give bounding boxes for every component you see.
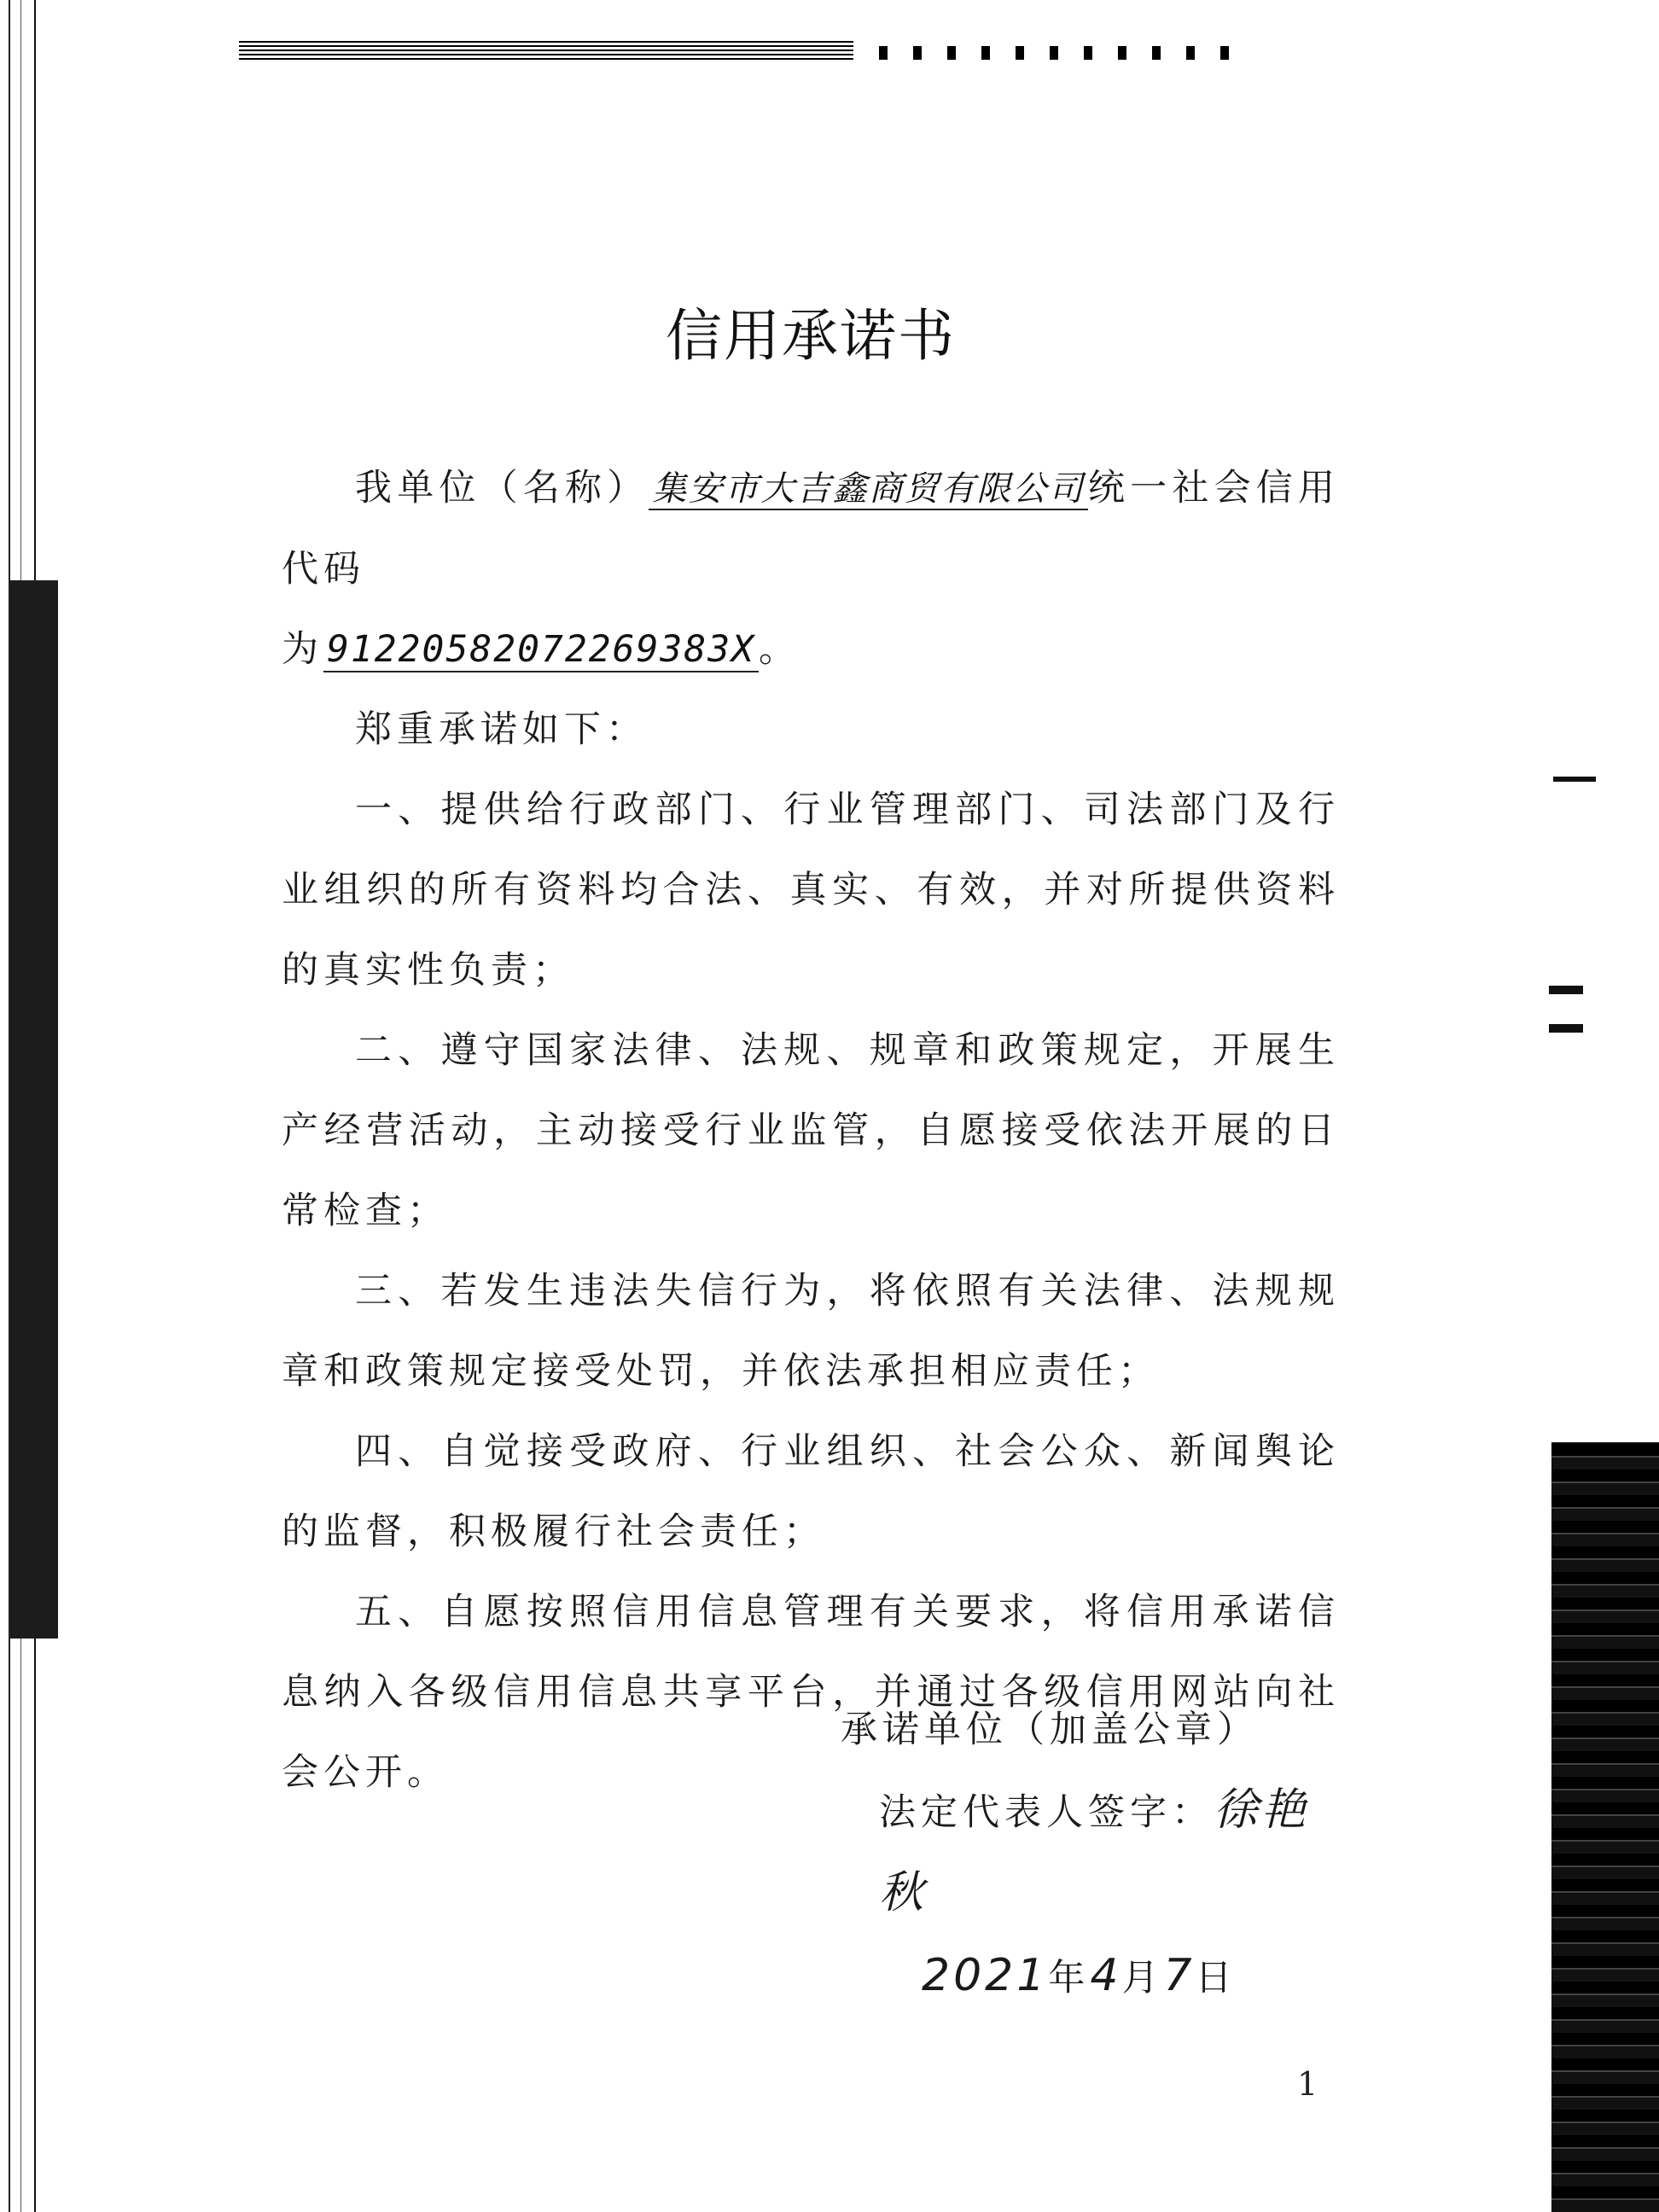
- date-day: 7: [1163, 1950, 1196, 2001]
- lead-line: 郑重承诺如下：: [355, 708, 648, 751]
- commitment-item-3: 三、若发生违法失信行为，将依照有关法律、法规规章和政策规定接受处罚，并依法承担相应责任；: [282, 1270, 1340, 1393]
- commitment-item-2: 二、遵守国家法律、法规、规章和政策规定，开展生产经营活动，主动接受行业监管，自愿接受依法开展的日常检查；: [282, 1029, 1340, 1232]
- document-title: 信用承诺书: [666, 303, 956, 369]
- commitment-item-4: 四、自觉接受政府、行业组织、社会公众、新闻舆论的监督，积极履行社会责任；: [282, 1430, 1340, 1553]
- date-year-unit: 年: [1048, 1957, 1091, 2000]
- scan-shadow-right: [1551, 1442, 1659, 2212]
- intro-mid: 统一社会信用代码: [282, 467, 1341, 591]
- intro-prefix: 我单位（名称）: [355, 467, 649, 509]
- code-suffix: 。: [759, 628, 800, 671]
- unit-name-field: 集安市大吉鑫商贸有限公司: [649, 469, 1088, 510]
- date-line: [282, 1936, 1340, 2018]
- date-day-unit: 日: [1195, 1957, 1237, 2000]
- intro-line: [282, 448, 1340, 609]
- scan-shadow-left: [10, 580, 58, 1639]
- code-prefix: 为: [282, 628, 323, 671]
- scan-tick: [1553, 777, 1596, 782]
- date-month-unit: 月: [1121, 1957, 1164, 2000]
- commitment-item-1: 一、提供给行政部门、行业管理部门、司法部门及行业组织的所有资料均合法、真实、有效，并对所提供资料的真实性负责；: [282, 789, 1340, 992]
- commitment-item-5: 五、自愿按照信用信息管理有关要求，将信用承诺信息纳入各级信用信息共享平台，并通过各级信用网站向社会公开。: [282, 1591, 1340, 1794]
- document-body: [282, 448, 1340, 1813]
- scan-tick: [1549, 1024, 1583, 1033]
- date-month: 4: [1090, 1950, 1122, 2001]
- representative-label: 法定代表人签字：: [879, 1791, 1214, 1834]
- credit-code-field: 91220582072269383X: [323, 628, 759, 672]
- scan-artifact-top-right: [879, 46, 1246, 60]
- credit-code-line: [282, 609, 1340, 690]
- scan-tick: [1549, 986, 1583, 994]
- handwritten-signature: 徐艳秋: [879, 1784, 1310, 1918]
- stamp-label: 承诺单位（加盖公章）: [841, 1708, 1259, 1751]
- signature-block: [282, 1690, 1340, 2018]
- scan-artifact-top: [239, 41, 853, 60]
- date-year: 2021: [922, 1950, 1049, 2001]
- representative-line: [282, 1770, 1340, 1936]
- page-number: 1: [1297, 2065, 1318, 2103]
